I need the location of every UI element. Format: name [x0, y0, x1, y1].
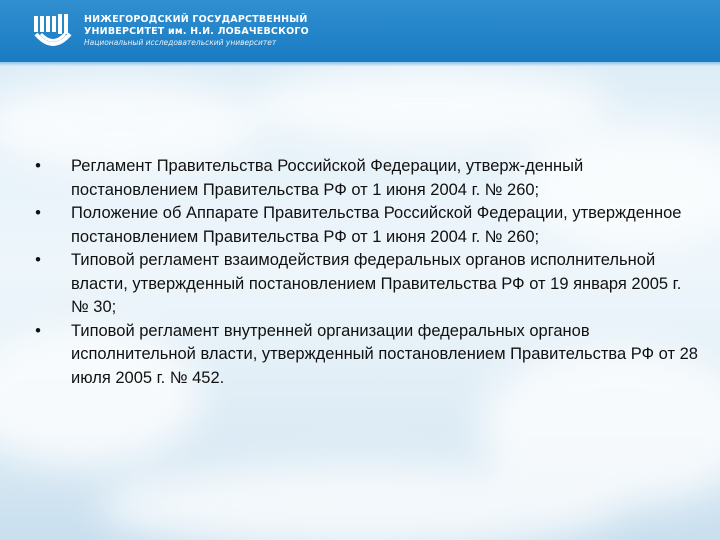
bullet: • [35, 251, 41, 269]
list-item-text: Типовой регламент внутренней организации федеральных органов исполнительной власти, утвержденный постановлением Правительства РФ от 28 июля 2005 г. № 452. [71, 321, 698, 387]
university-logo [30, 10, 76, 56]
header-bar [0, 0, 720, 62]
university-name [84, 14, 309, 48]
bullet: • [35, 157, 41, 175]
list-item-text: Положение об Аппарате Правительства Российской Федерации, утвержденное постановлением Правительства РФ от 1 июня 2004 г. № 260; [71, 204, 682, 246]
university-name-line2: УНИВЕРСИТЕТ им. Н.И. ЛОБАЧЕВСКОГО [84, 26, 309, 37]
bullet: • [35, 321, 41, 340]
university-tagline: Национальный исследовательский университет [84, 38, 277, 47]
university-name-line1: НИЖЕГОРОДСКИЙ ГОСУДАРСТВЕННЫЙ [84, 14, 308, 25]
bullet: • [35, 204, 41, 222]
list-item-text: Регламент Правительства Российской Федерации, утверж-денный постановлением Правительства РФ от 1 июня 2004 г. № 260; [71, 157, 584, 199]
list-item [28, 249, 698, 320]
university-logo-icon [30, 10, 76, 56]
regulations-list [28, 155, 698, 390]
list-item [28, 155, 698, 202]
list-item [28, 202, 698, 249]
list-item-text: Типовой регламент взаимодействия федеральных органов исполнительной власти, утвержденный постановлением Правительства РФ от 19 января 2005 г. № 30; [71, 251, 682, 316]
list-item [28, 320, 698, 391]
